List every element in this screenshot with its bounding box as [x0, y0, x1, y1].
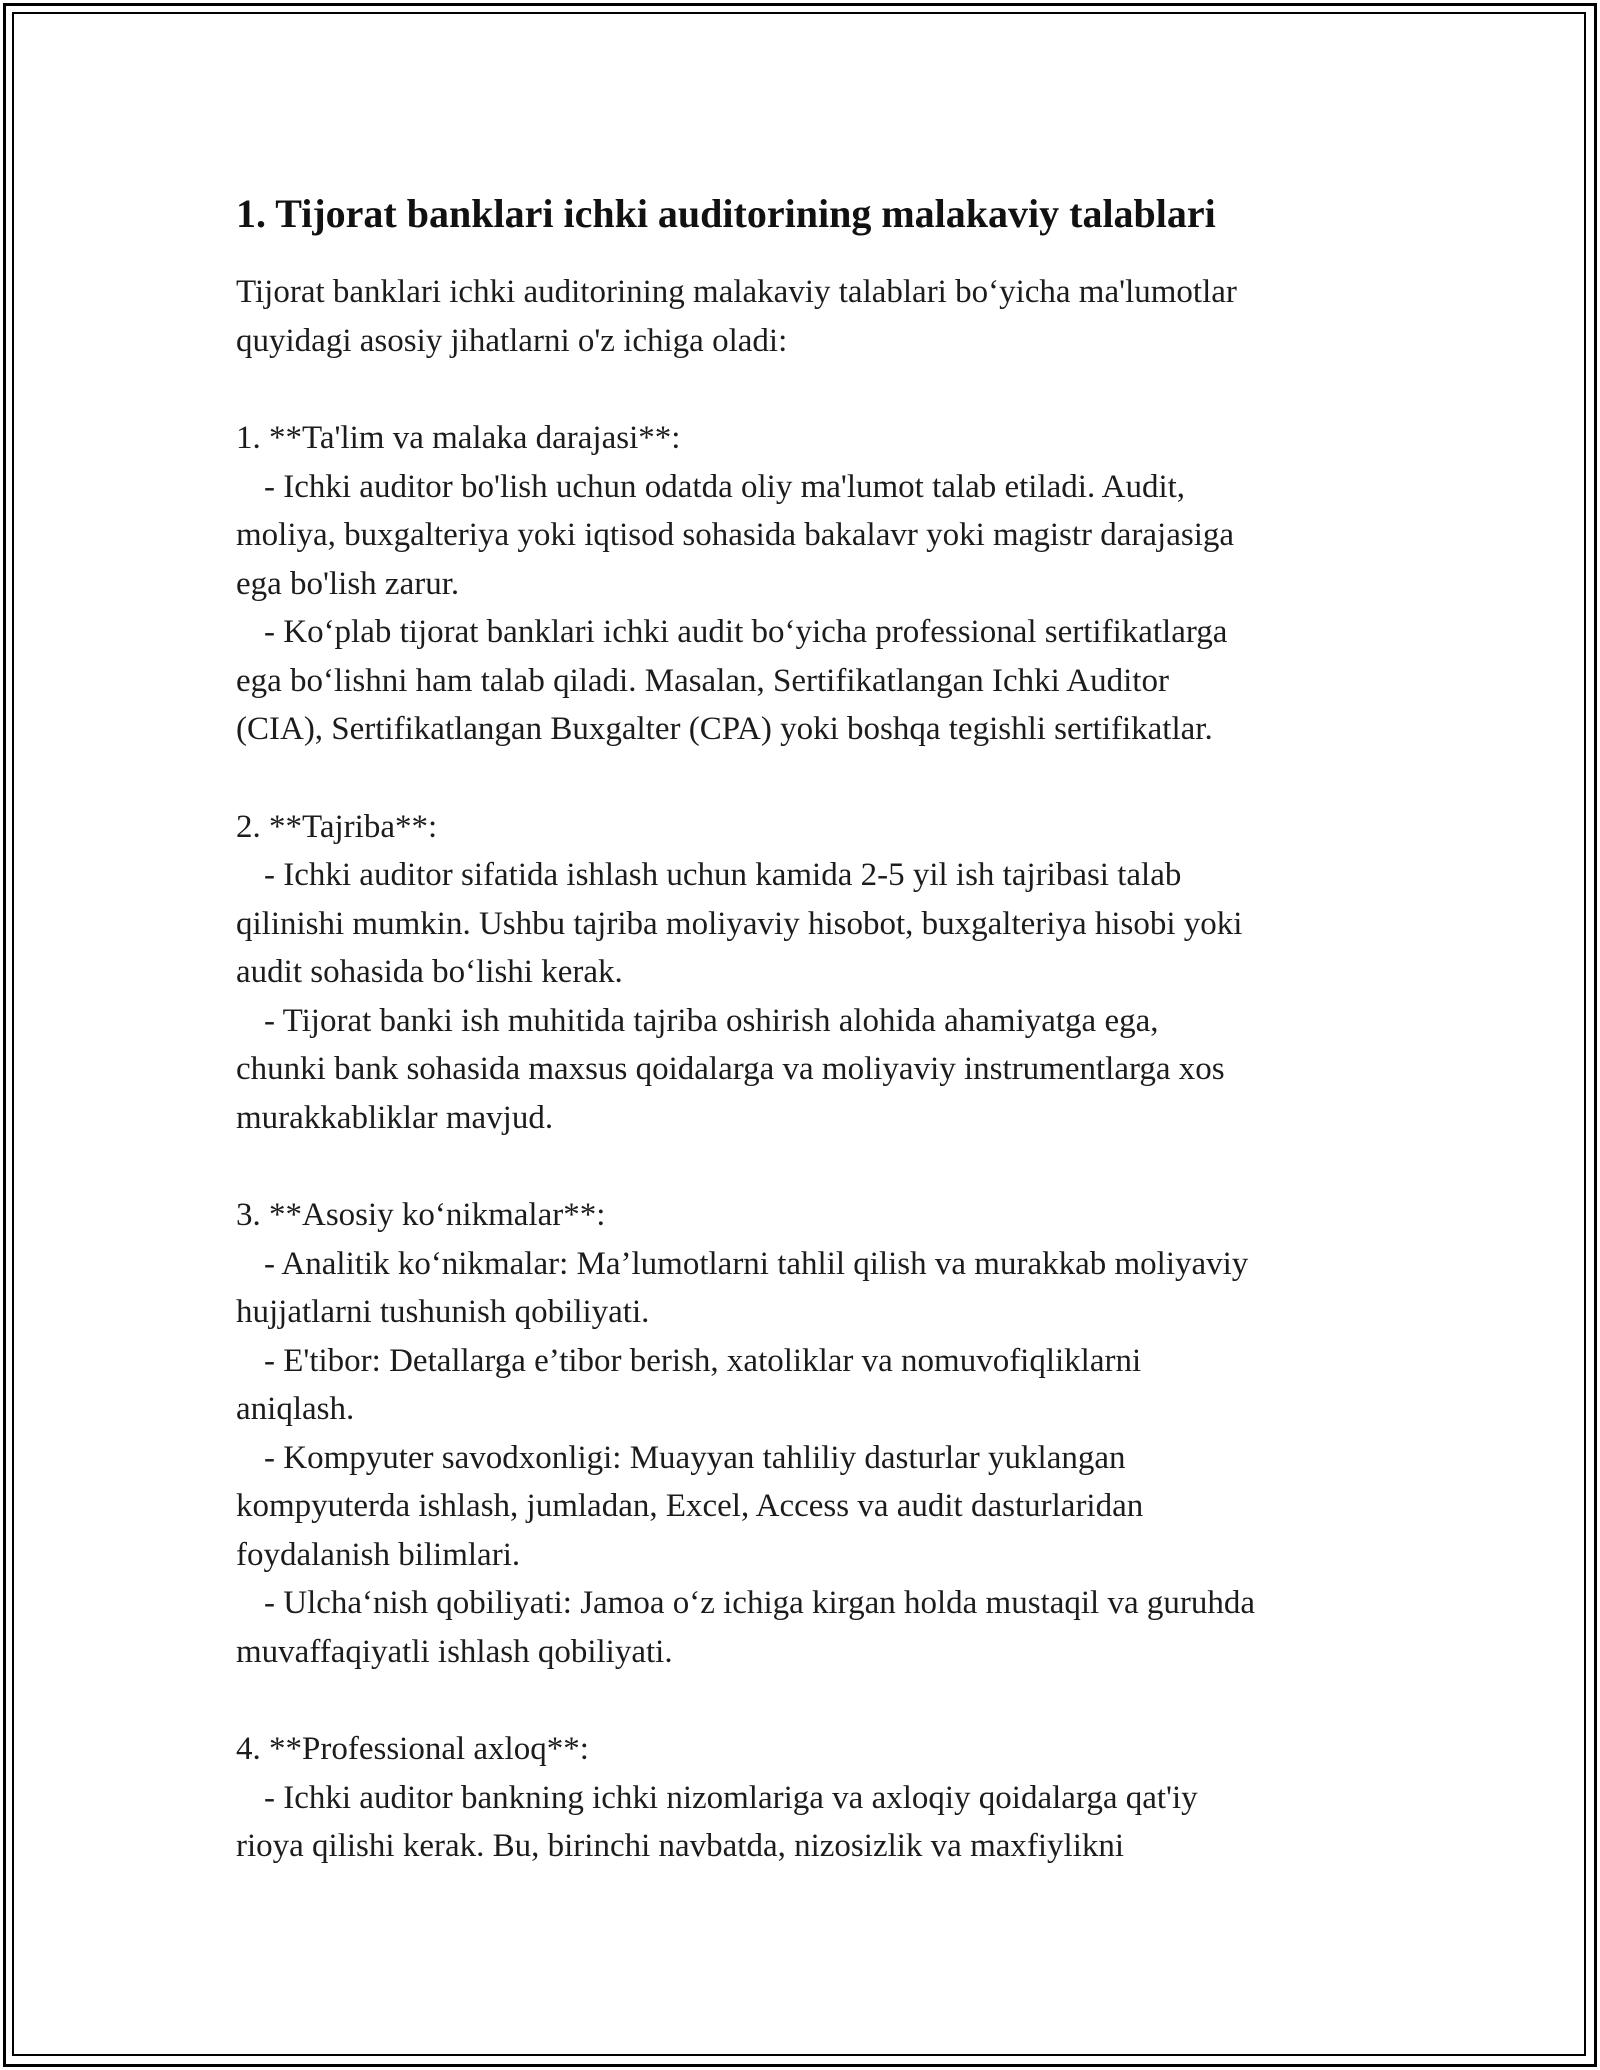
continuation-line: ega bo'lish zarur. — [236, 565, 460, 602]
continuation-line: foydalanish bilimlari. — [236, 1536, 521, 1573]
bullet-line: - E'tibor: Detallarga e’tibor berish, xatoliklar va nomuvofiqliklarni — [264, 1342, 1142, 1379]
bullet-line: - Ichki auditor bankning ichki nizomlariga va axloqiy qoidalarga qat'iy — [264, 1779, 1198, 1816]
continuation-line: kompyuterda ishlash, jumladan, Excel, Access va audit dasturlaridan — [236, 1488, 1144, 1524]
continuation-line: ega bo‘lishni ham talab qiladi. Masalan, Sertifikatlangan Ichki Auditor — [236, 662, 1169, 699]
bullet-line: - Ichki auditor bo'lish uchun odatda oliy ma'lumot talab etiladi. Audit, — [264, 468, 1186, 505]
bullet-line: - Kompyuter savodxonligi: Muayyan tahliliy dasturlar yuklangan — [264, 1439, 1126, 1476]
section-education — [236, 414, 1376, 754]
continuation-line: audit sohasida bo‘lishi kerak. — [236, 954, 623, 990]
section-title: 2. **Tajriba**: — [236, 808, 438, 845]
bullet-line: - Tijorat banki ish muhitida tajriba oshirish alohida ahamiyatga ega, — [264, 1002, 1159, 1039]
document-body — [236, 190, 1376, 1871]
intro-paragraph — [236, 268, 1376, 365]
section-title: 4. **Professional axloq**: — [236, 1731, 589, 1767]
bullet-line: - Ichki auditor sifatida ishlash uchun kamida 2-5 yil ish tajribasi talab — [264, 857, 1182, 893]
continuation-line: qilinishi mumkin. Ushbu tajriba moliyaviy hisobot, buxgalteriya hisobi yoki — [236, 905, 1243, 942]
section-title: 3. **Asosiy ko‘nikmalar**: — [236, 1197, 606, 1233]
intro-line: Tijorat banklari ichki auditorining malakaviy talablari bo‘yicha ma'lumotlar — [236, 274, 1237, 310]
section-professional-ethics — [236, 1725, 1376, 1871]
continuation-line: rioya qilishi kerak. Bu, birinchi navbatda, nizosizlik va maxfiylikni — [236, 1828, 1125, 1864]
section-title: 1. **Ta'lim va malaka darajasi**: — [236, 420, 681, 456]
bullet-line: - Analitik ko‘nikmalar: Ma’lumotlarni tahlil qilish va murakkab moliyaviy — [264, 1245, 1249, 1282]
bullet-line: - Ko‘plab tijorat banklari ichki audit bo‘yicha professional sertifikatlarga — [264, 614, 1228, 650]
continuation-line: muvaffaqiyatli ishlash qobiliyati. — [236, 1633, 673, 1670]
section-experience — [236, 803, 1376, 1143]
continuation-line: moliya, buxgalteriya yoki iqtisod sohasida bakalavr yoki magistr darajasiga — [236, 517, 1235, 553]
continuation-line: hujjatlarni tushunish qobiliyati. — [236, 1294, 650, 1330]
continuation-line: (CIA), Sertifikatlangan Buxgalter (CPA) yoki boshqa tegishli sertifikatlar. — [236, 711, 1213, 747]
bullet-line: - Ulcha‘nish qobiliyati: Jamoa o‘z ichiga kirgan holda mustaqil va guruhda — [264, 1585, 1255, 1621]
continuation-line: murakkabliklar mavjud. — [236, 1099, 554, 1136]
section-skills — [236, 1191, 1376, 1676]
continuation-line: chunki bank sohasida maxsus qoidalarga va moliyaviy instrumentlarga xos — [236, 1051, 1225, 1087]
intro-line: quyidagi asosiy jihatlarni o'z ichiga oladi: — [236, 322, 788, 359]
continuation-line: aniqlash. — [236, 1391, 355, 1427]
document-heading: 1. Tijorat banklari ichki auditorining malakaviy talablari — [236, 191, 1216, 236]
